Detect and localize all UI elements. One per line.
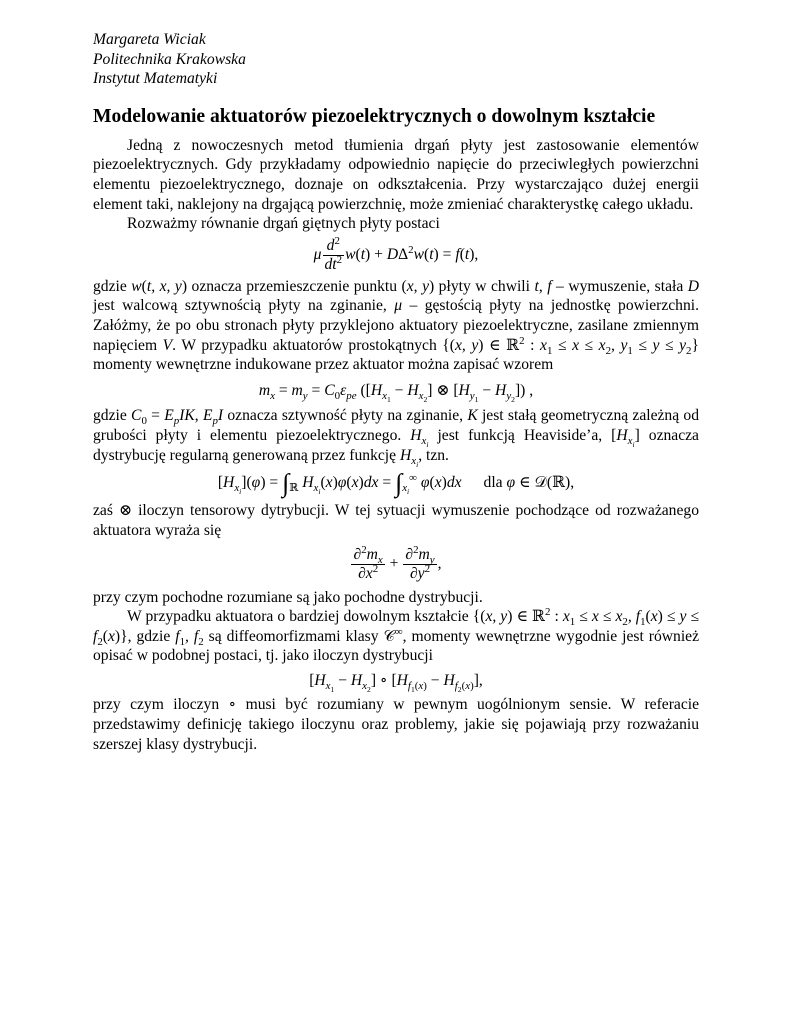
equation-moments: $m_x = m_y = C_0\varepsilon_{pe}$ ($[H_{x_1} - H_{x_2}]$ ⊗ $[H_{y_1} - H_{y_2}]$) ,: [258, 381, 534, 404]
paragraph-tensor: zaś ⊗ iloczyn tensorowy dytrybucji. W tej sytuacji wymuszenie pochodzące od rozważanego aktuatora wyraża się: [93, 502, 699, 539]
equation-plate-vibration: μ $\frac{d^2}{dt^2}$ $w(t) + D\Delta^2w(t) = f(t)$,: [313, 234, 479, 273]
paper-page: [93, 30, 699, 754]
paragraph-constants: gdzie $C_0 = E_pIK$, $E_pI$ oznacza sztywność płyty na zginanie, K jest stałą geometryczną zależną od grubości płyty i elementu piezoelektrycznego. $H_{x_i}$ jest funkcją Heaviside’a, $[H_{x_i}]$ oznacza dystrybucję regularną generowaną przez funkcję $H_{x_i}$, tzn.: [93, 407, 700, 469]
paragraph-equation-intro: Rozważmy równanie drgań giętnych płyty postaci: [127, 215, 440, 233]
paragraph-intro: Jedną z nowoczesnych metod tłumienia drgań płyty jest zastosowanie elementów piezoelektrycznych. Gdy przykładamy odpowiednio napięcie do przeciwległych powierzchni elementu piezoelektrycznego, doznaje on odkształcenia. Przy wystarczająco dużej energii element taki, naklejony na drgającą powierzchnię, może zmieniać charakterystkę całego układu.: [93, 136, 699, 213]
paragraph-arbitrary-shape: W przypadku aktuatora o bardziej dowolnym kształcie {(x, y) ∈ ℝ$^2$ : $x_1 \le x \le x_2$, $f_1(x) \le y \le f_2(x)$}, gdzie $f_1$, $f_2$ są diffeomorfizmami klasy 𝒞∞, momenty wewnętrzne wygodnie jest również opisać w podobnej postaci, tj. jako iloczyn dystrybucji: [93, 605, 699, 665]
equation-product: $[H_{x_1} - H_{x_2}]$ ∘ $[H_{f_1(x)} - H_{f_2(x)}]$,: [309, 671, 483, 695]
paragraph-derivatives: przy czym pochodne rozumiane są jako pochodne dystrybucji.: [93, 588, 483, 606]
paragraph-definitions: gdzie w(t, x, y) oznacza przemieszczenie punktu (x, y) płyty w chwili t, f – wymuszenie, stała D jest walcową sztywnością płyty na zginanie, μ – gęstością płyty na jednostkę powierzchni. Załóżmy, że po obu stronach płyty przyklejono aktuatory piezoelektryczne, zasilane zmiennym napięciem V. W przypadku aktuatorów prostokątnych {(x, y) ∈ ℝ$^2$ : $x_1 \le x \le x_2$, $y_1 \le y \le y_2$} momenty wewnętrzne indukowane przez aktuator można zapisać wzorem: [93, 277, 700, 374]
author-name: Margareta Wiciak: [93, 31, 206, 48]
author-institute: Instytut Matematyki: [93, 70, 218, 88]
equation-heaviside: $[H_{x_i}](\varphi) = \int_ℝ$ $H_{x_i}(x)\varphi(x)dx = \int_{x_i}^\infty$ φ(x)dx dla φ ∈ 𝒟(ℝ),: [217, 468, 575, 498]
equation-forcing: $\frac{\partial^2m_x}{\partial x^2}$ + $\frac{\partial^2m_y}{\partial y^2}$ ,: [353, 543, 442, 582]
paper-title: Modelowanie aktuatorów piezoelektrycznych o dowolnym kształcie: [93, 105, 656, 127]
author-affiliation: Politechnika Krakowska: [93, 50, 246, 68]
paragraph-conclusion: przy czym iloczyn ∘ musi być rozumiany w pewnym uogólnionym sensie. W referacie przedstawimy definicję takiego iloczynu oraz problemy, jakie się pojawiają przy rozważaniu szerszej klasy dystrybucji.: [93, 696, 699, 753]
